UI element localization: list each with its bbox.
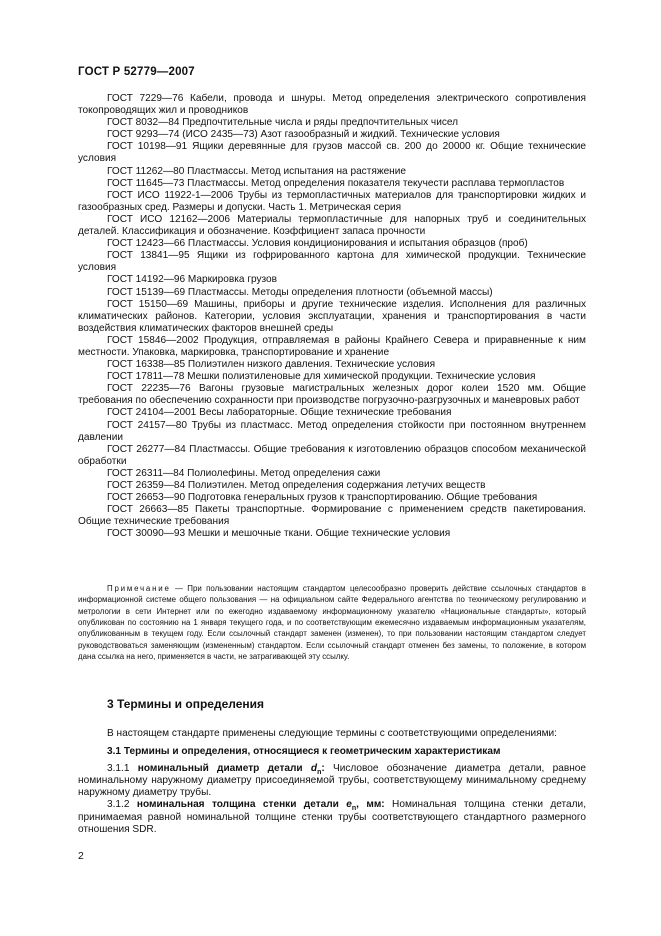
term-text: Номинальная толщина стенки детали, принимаемая равной номинальной толщине стенки трубы соответствующего стандартного размерного отношения SDR. [78, 799, 586, 836]
reference-item: ГОСТ 9293—74 (ИСО 2435—73) Азот газообразный и жидкий. Технические условия [107, 129, 500, 141]
term-number: 3.1.1 [107, 762, 138, 774]
subsection-heading: 3.1 Термины и определения, относящиеся к геометрическим характеристикам [107, 746, 501, 758]
reference-item: ГОСТ 17811—78 Мешки полиэтиленовые для химической продукции. Технические условия [107, 371, 536, 383]
reference-item: ГОСТ 11262—80 Пластмассы. Метод испытания на растяжение [107, 165, 407, 177]
reference-item: ГОСТ 11645—73 Пластмассы. Метод определения показателя текучести расплава термопластов [107, 177, 565, 189]
reference-item: ГОСТ 7229—76 Кабели, провода и шнуры. Метод определения электрического сопротивления токопроводящих жил и проводников [78, 93, 586, 117]
reference-item: ГОСТ 12423—66 Пластмассы. Условия кондиционирования и испытания образцов (проб) [107, 238, 528, 250]
reference-item: ГОСТ 15150—69 Машины, приборы и другие технические изделия. Исполнения для различных климатических районов. Категории, условия эксплуатации, хранения и транспортирования в части воздействия климатических факторов внешней среды [78, 298, 586, 334]
normative-references-list [78, 93, 586, 540]
term-number: 3.1.2 [107, 799, 137, 811]
term-text: Числовое обозначение диаметра детали, равное номинальному наружному диаметру присоединяемой трубы, соответствующему минимальному среднему наружному диаметру трубы. [78, 762, 586, 799]
term-name: номинальная толщина стенки детали [136, 799, 347, 811]
term-unit: , мм: [356, 799, 385, 811]
section-heading: 3 Термины и определения [107, 697, 265, 711]
note-block [78, 583, 586, 662]
reference-item: ГОСТ 22235—76 Вагоны грузовые магистральных железных дорог колеи 1520 мм. Общие требования по обеспечению сохранности при производстве погрузочно-разгрузочных и маневровых работ [78, 383, 586, 407]
terms-section [78, 728, 586, 836]
reference-item: ГОСТ 30090—93 Мешки и мешочные ткани. Общие технические условия [107, 528, 451, 540]
term-symbol: d [310, 762, 318, 774]
reference-item: ГОСТ 10198—91 Ящики деревянные для грузов массой св. 200 до 20000 кг. Общие технические условия [78, 141, 586, 165]
reference-item: ГОСТ 24104—2001 Весы лабораторные. Общие технические требования [107, 407, 452, 419]
term-symbol: e [346, 799, 352, 811]
reference-item: ГОСТ 15846—2002 Продукция, отправляемая в районы Крайнего Севера и приравненные к ним местности. Упаковка, маркировка, транспортирование и хранение [78, 334, 586, 358]
term-name: номинальный диаметр детали [137, 762, 311, 774]
reference-item: ГОСТ 26653—90 Подготовка генеральных грузов к транспортированию. Общие требования [107, 492, 538, 504]
reference-item: ГОСТ 13841—95 Ящики из гофрированного картона для химической продукции. Технические условия [78, 250, 586, 274]
reference-item: ГОСТ 26663—85 Пакеты транспортные. Формирование с применением средств пакетирования. Общие технические требования [78, 504, 586, 528]
reference-item: ГОСТ 24157—80 Трубы из пластмасс. Метод определения стойкости при постоянном внутреннем давлении [78, 419, 586, 443]
reference-item: ГОСТ 8032—84 Предпочтительные числа и ряды предпочтительных чисел [107, 117, 459, 129]
reference-item: ГОСТ 15139—69 Пластмассы. Методы определения плотности (объемной массы) [107, 286, 493, 298]
term-subscript: n [351, 805, 357, 813]
reference-item: ГОСТ 14192—96 Маркировка грузов [107, 274, 278, 286]
reference-item: ГОСТ 26277—84 Пластмассы. Общие требования к изготовлению образцов способом механической обработки [78, 443, 586, 467]
term-definition [78, 763, 586, 800]
page-number: 2 [78, 850, 84, 862]
section-intro: В настоящем стандарте применены следующие термины с соответствующими определениями: [107, 728, 557, 739]
note-label: Примечание [107, 584, 171, 593]
reference-item: ГОСТ 16338—85 Полиэтилен низкого давления. Технические условия [107, 359, 436, 371]
term-definition [78, 799, 586, 836]
reference-item: ГОСТ ИСО 12162—2006 Материалы термопластичные для напорных труб и соединительных деталей. Классификация и обозначение. Коэффициент запаса прочности [78, 213, 586, 238]
note-text: — При пользовании настоящим стандартом целесообразно проверить действие ссылочных стандартов в информационной системе общего пользования — на официальном сайте Федерального агентства по техническому регулированию и метрологии в сети Интернет или по ежегодно издаваемому информационному указателю «Национальные стандарты», который опубликован по состоянию на 1 января текущего года, и по соответствующим ежемесячно издаваемым информационным указателям, опубликованным в текущем году. Если ссылочный стандарт заменен (изменен), то при пользовании настоящим стандартом следует руководствоваться заменяющим (измененным) стандартом. Если ссылочный стандарт отменен без замены, то положение, в котором дана ссылка на него, применяется в части, не затрагивающей эту ссылку. [78, 584, 586, 662]
document-header: ГОСТ Р 52779—2007 [78, 66, 195, 78]
reference-item: ГОСТ 26359—84 Полиэтилен. Метод определения содержания летучих веществ [107, 480, 486, 491]
term-subscript: n [317, 768, 322, 776]
reference-item: ГОСТ 26311—84 Полиолефины. Метод определения сажи [107, 467, 381, 479]
reference-item: ГОСТ ИСО 11922-1—2006 Трубы из термопластичных материалов для транспортировки жидких и газообразных сред. Размеры и допуски. Часть 1. Метрическая серия [78, 189, 586, 213]
term-colon: : [321, 762, 325, 774]
note-paragraph [78, 583, 586, 662]
